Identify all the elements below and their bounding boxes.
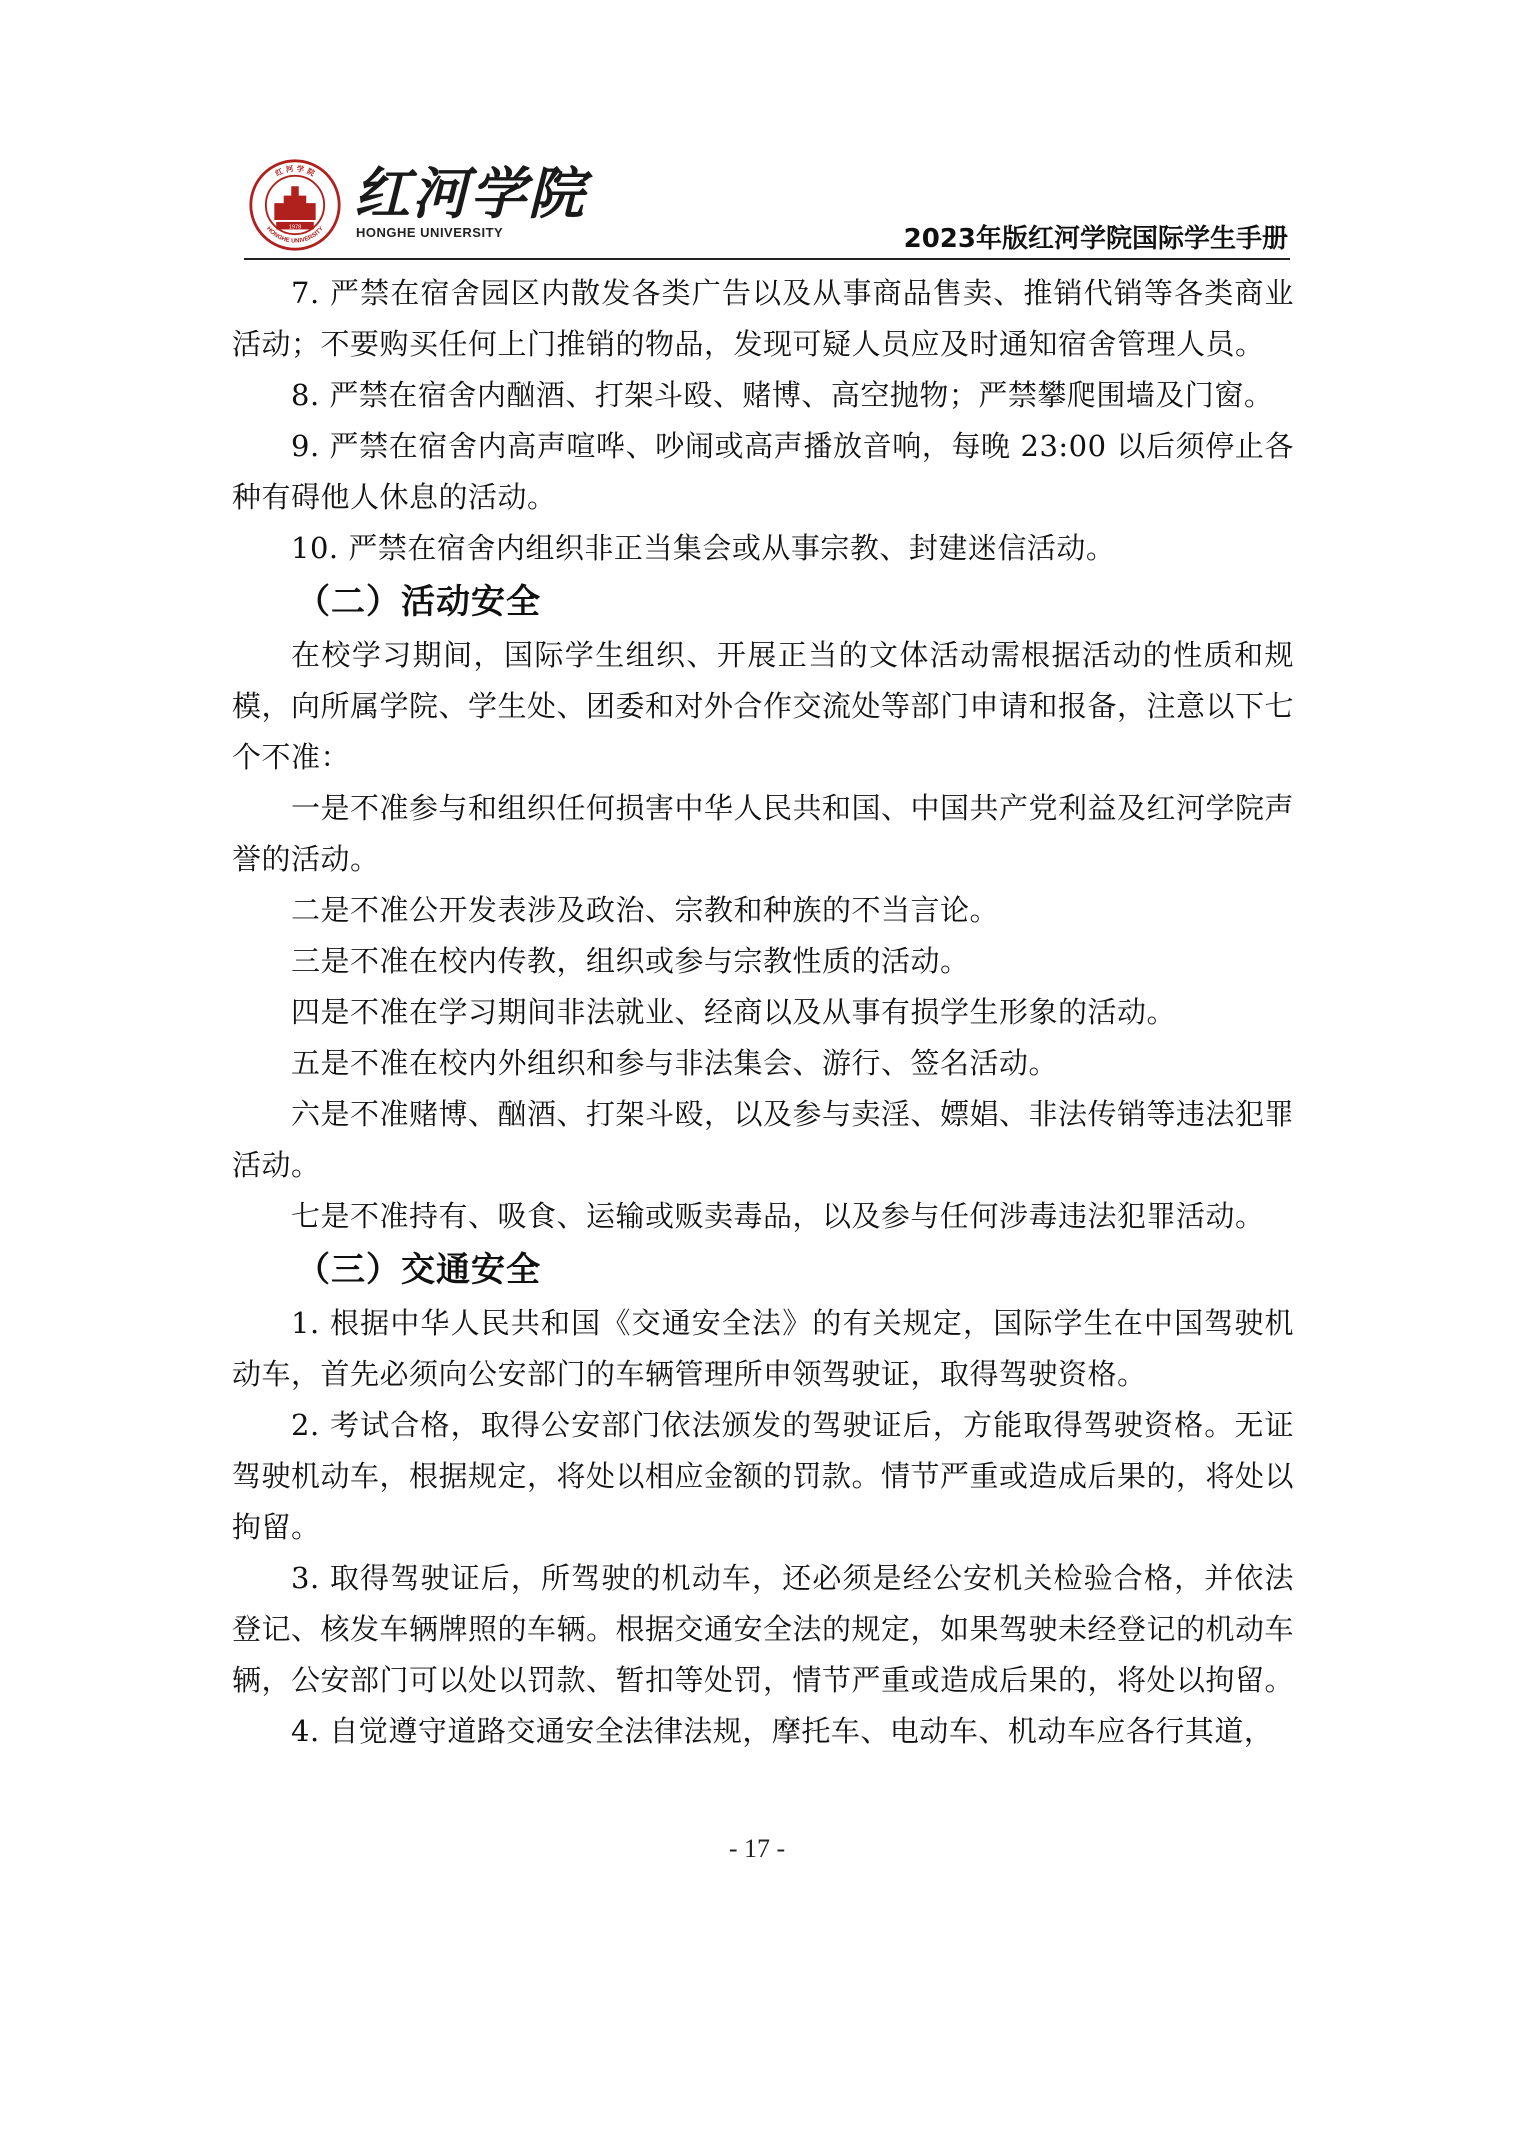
- paragraph-rule-7: 7. 严禁在宿舍园区内散发各类广告以及从事商品售卖、推销代销等各类商业活动；不要购买任何上门推销的物品，发现可疑人员应及时通知宿舍管理人员。: [232, 276, 1294, 361]
- paragraph-traffic-2: 2. 考试合格，取得公安部门依法颁发的驾驶证后，方能取得驾驶资格。无证驾驶机动车，根据规定，将处以相应金额的罚款。情节严重或造成后果的，将处以拘留。: [232, 1408, 1295, 1544]
- section-heading-traffic-safety: （三）交通安全: [296, 1250, 541, 1290]
- page-header: [244, 150, 1290, 260]
- header-divider: [244, 258, 1290, 260]
- university-seal-icon: [248, 158, 342, 252]
- paragraph-activity-intro: 在校学习期间，国际学生组织、开展正当的文体活动需根据活动的性质和规模，向所属学院、学生处、团委和对外合作交流处等部门申请和报备，注意以下七个不准：: [232, 638, 1295, 774]
- paragraph-traffic-3: 3. 取得驾驶证后，所驾驶的机动车，还必须是经公安机关检验合格，并依法登记、核发车辆牌照的车辆。根据交通安全法的规定，如果驾驶未经登记的机动车辆，公安部门可以处以罚款、暂扣等处罚，情节严重或造成后果的，将处以拘留。: [232, 1561, 1295, 1697]
- paragraph-prohibition-1: 一是不准参与和组织任何损害中华人民共和国、中国共产党利益及红河学院声誉的活动。: [232, 791, 1295, 876]
- seal-bottom-text: HONGHE UNIVERSITY: [265, 225, 325, 245]
- page-body: [232, 268, 1294, 1757]
- paragraph-rule-10: 10. 严禁在宿舍内组织非正当集会或从事宗教、封建迷信活动。: [291, 531, 1116, 565]
- section-heading-activity-safety: （二）活动安全: [296, 582, 541, 622]
- paragraph-prohibition-5: 五是不准在校内外组织和参与非法集会、游行、签名活动。: [291, 1046, 1059, 1080]
- seal-top-text: 红 河 学 院: [273, 164, 317, 178]
- paragraph-prohibition-2: 二是不准公开发表涉及政治、宗教和种族的不当言论。: [291, 893, 1000, 927]
- paragraph-traffic-4: 4. 自觉遵守道路交通安全法律法规，摩托车、电动车、机动车应各行其道，: [291, 1714, 1274, 1748]
- handbook-title: 2023年版红河学院国际学生手册: [903, 224, 1288, 254]
- university-logo-english: HONGHE UNIVERSITY: [356, 225, 504, 240]
- seal-year: 1978: [288, 224, 302, 231]
- paragraph-prohibition-3: 三是不准在校内传教，组织或参与宗教性质的活动。: [291, 944, 970, 978]
- paragraph-rule-9: 9. 严禁在宿舍内高声喧哗、吵闹或高声播放音响，每晚 23:00 以后须停止各种有碍他人休息的活动。: [232, 429, 1294, 514]
- paragraph-prohibition-7: 七是不准持有、吸食、运输或贩卖毒品，以及参与任何涉毒违法犯罪活动。: [291, 1199, 1265, 1233]
- paragraph-prohibition-6: 六是不准赌博、酗酒、打架斗殴，以及参与卖淫、嫖娼、非法传销等违法犯罪活动。: [232, 1097, 1295, 1182]
- paragraph-traffic-1: 1. 根据中华人民共和国《交通安全法》的有关规定，国际学生在中国驾驶机动车，首先必须向公安部门的车辆管理所申领驾驶证，取得驾驶资格。: [232, 1306, 1294, 1391]
- university-logo-text: 红河学院: [354, 161, 586, 227]
- paragraph-rule-8: 8. 严禁在宿舍内酗酒、打架斗殴、赌博、高空抛物；严禁攀爬围墙及门窗。: [291, 378, 1274, 412]
- page-number: - 17 -: [728, 1834, 786, 1863]
- paragraph-prohibition-4: 四是不准在学习期间非法就业、经商以及从事有损学生形象的活动。: [291, 995, 1177, 1029]
